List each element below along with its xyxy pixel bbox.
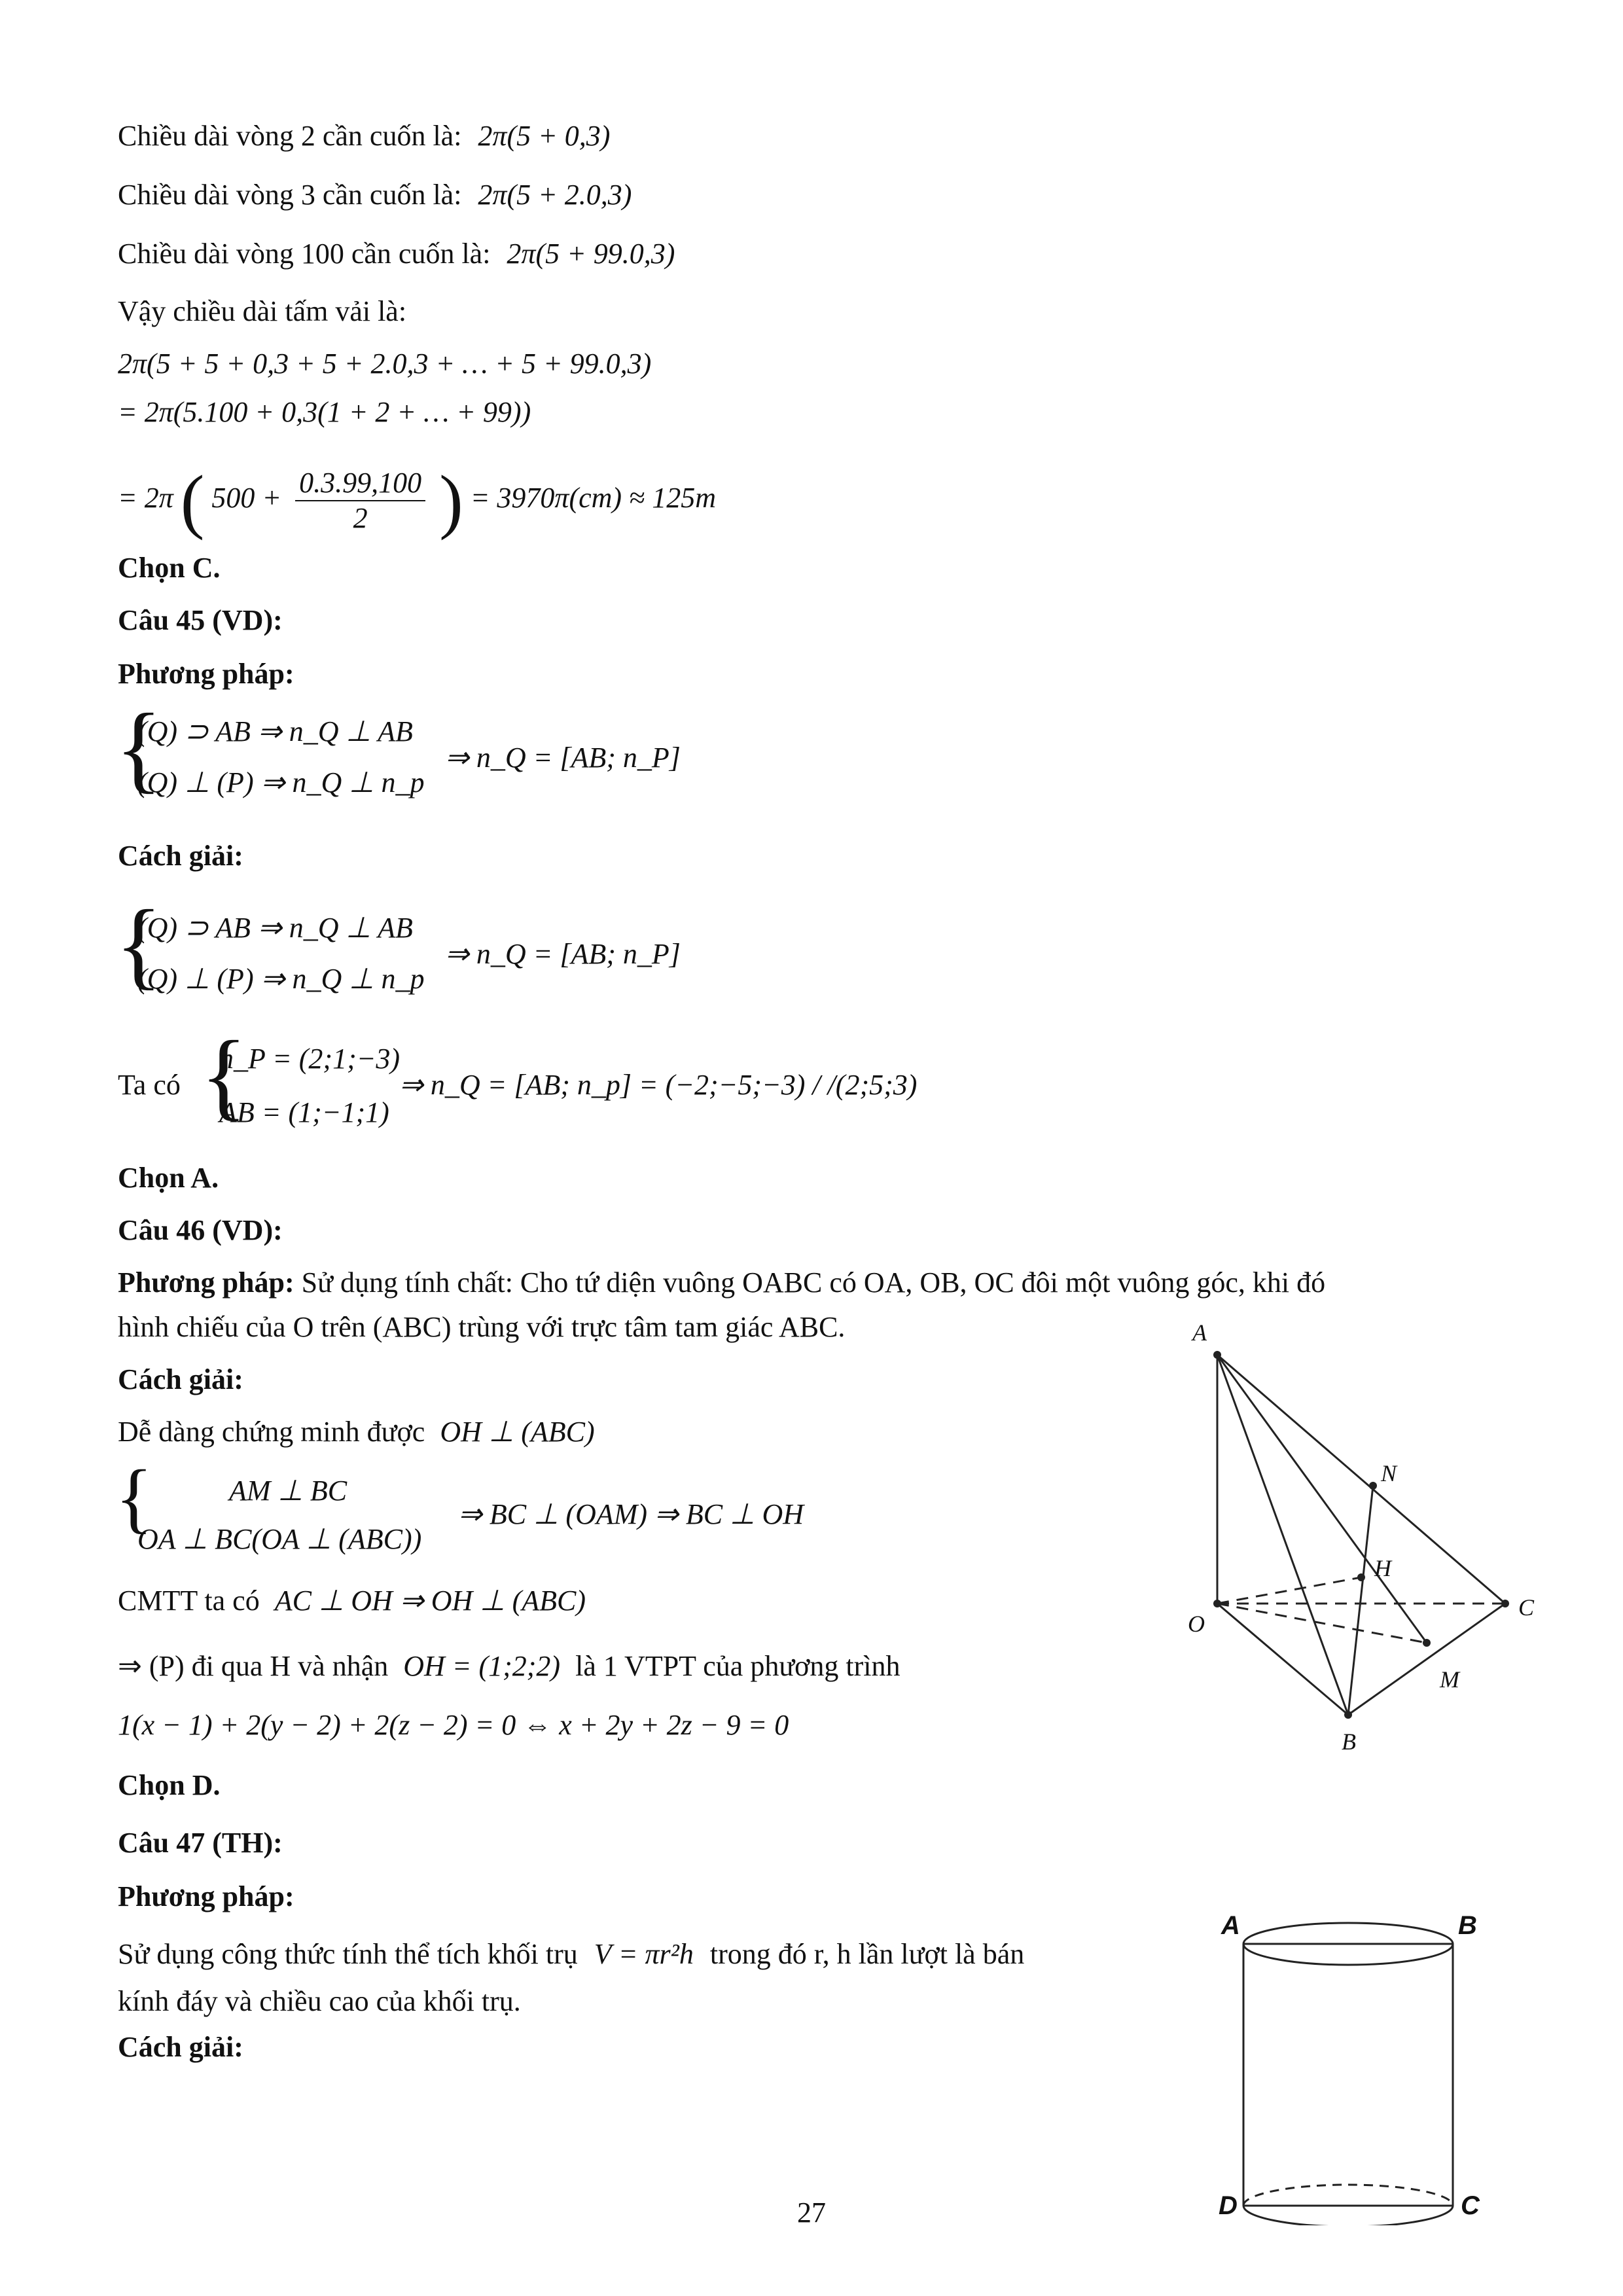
label-C: C <box>1518 1594 1535 1621</box>
right-paren: ) <box>439 461 463 541</box>
answer-q46: Chọn D. <box>118 1769 221 1801</box>
q45-sys1-row1: (Q) ⊃ AB ⇒ n_Q ⊥ AB <box>137 715 413 747</box>
label-N: N <box>1381 1460 1397 1486</box>
line-conclusion: Vậy chiều dài tấm vải là: <box>118 295 407 327</box>
q45-brace-3: { <box>200 1021 247 1130</box>
q46-sys-row2: OA ⊥ BC(OA ⊥ (ABC)) <box>137 1523 422 1555</box>
q45-brace-1: { <box>115 694 162 802</box>
answer-q45: Chọn A. <box>118 1162 219 1194</box>
q46-solution-label: Cách giải: <box>118 1363 243 1395</box>
q45-sys2-row1: (Q) ⊃ AB ⇒ n_Q ⊥ AB <box>137 912 413 944</box>
edge-BN <box>1348 1486 1373 1715</box>
edge-AM <box>1217 1355 1427 1643</box>
line-sum-3 <box>118 461 716 541</box>
line-sum-2: = 2π(5.100 + 0,3(1 + 2 + … + 99)) <box>118 396 531 428</box>
q46-method-text: Sử dụng tính chất: Cho tứ diện vuông OABC có OA, OB, OC đôi một vuông góc, khi đó <box>301 1266 1326 1299</box>
q46-method <box>118 1265 1325 1301</box>
sum3-pre: = 2π <box>118 482 173 514</box>
q45-brace-2: { <box>115 890 162 999</box>
line-text: Chiều dài vòng 3 cần cuốn là: <box>118 179 462 211</box>
label-A: A <box>1192 1319 1207 1346</box>
q45-sys1-row2: (Q) ⊥ (P) ⇒ n_Q ⊥ n_p <box>137 766 425 798</box>
fraction <box>295 466 425 535</box>
label-B: B <box>1342 1729 1356 1755</box>
q45-sys3-result: ⇒ n_Q = [AB; n_p] = (−2;−5;−3) / /(2;5;3) <box>399 1069 918 1101</box>
q45-sys3-row1: n_P = (2;1;−3) <box>219 1043 401 1075</box>
q45-taco: Ta có <box>118 1069 181 1101</box>
step-pre: ⇒ (P) đi qua H và nhận <box>118 1650 389 1682</box>
q45-sys1-result: ⇒ n_Q = [AB; n_P] <box>445 742 681 774</box>
q46-step-4 <box>118 1648 901 1685</box>
label-H: H <box>1374 1555 1391 1581</box>
line-text: Chiều dài vòng 2 cần cuốn là: <box>118 120 462 152</box>
label-O: O <box>1188 1611 1205 1637</box>
edge-BC <box>1348 1604 1505 1715</box>
point-O <box>1213 1600 1221 1607</box>
edge-OH <box>1217 1577 1361 1604</box>
q46-sys-result: ⇒ BC ⊥ (OAM) ⇒ BC ⊥ OH <box>458 1498 804 1530</box>
fraction-numerator: 0.3.99,100 <box>295 466 425 501</box>
line-math: 2π(5 + 99.0,3) <box>507 238 675 270</box>
step-math: AC ⊥ OH ⇒ OH ⊥ (ABC) <box>274 1585 586 1617</box>
line-math: 2π(5 + 0,3) <box>478 120 611 152</box>
q47-method-label: Phương pháp: <box>118 1880 294 1912</box>
text-post: trong đó r, h lần lượt là bán <box>709 1938 1025 1970</box>
cylinder-figure <box>1230 1911 1466 2225</box>
line-round-3 <box>118 177 632 213</box>
text-math: V = πr²h <box>594 1938 694 1970</box>
edge-AC <box>1217 1355 1505 1604</box>
point-A <box>1213 1351 1221 1359</box>
step-text: CMTT ta có <box>118 1585 260 1617</box>
point-M <box>1423 1639 1431 1647</box>
edge-OM <box>1217 1604 1427 1643</box>
point-B <box>1344 1711 1352 1719</box>
line-sum-1: 2π(5 + 5 + 0,3 + 5 + 2.0,3 + … + 5 + 99.0,3) <box>118 348 652 380</box>
q46-step-1 <box>118 1414 595 1450</box>
sum3-post: = 3970π(cm) ≈ 125m <box>470 482 716 514</box>
left-paren: ( <box>180 461 205 541</box>
q45-method-label: Phương pháp: <box>118 658 294 690</box>
step-text: Dễ dàng chứng minh được <box>118 1416 425 1448</box>
q45-title: Câu 45 (VD): <box>118 604 283 636</box>
q45-solution-label: Cách giải: <box>118 840 243 872</box>
sum3-in: 500 + <box>211 482 282 514</box>
q46-method-label: Phương pháp: <box>118 1266 294 1299</box>
answer-q44: Chọn C. <box>118 552 221 584</box>
q47-title: Câu 47 (TH): <box>118 1827 283 1859</box>
point-N <box>1369 1482 1377 1490</box>
line-round-2 <box>118 118 610 154</box>
label-cyl-B: B <box>1458 1911 1477 1940</box>
q47-solution-label: Cách giải: <box>118 2031 243 2063</box>
q45-sys2-row2: (Q) ⊥ (P) ⇒ n_Q ⊥ n_p <box>137 963 425 995</box>
text-pre: Sử dụng công thức tính thể tích khối trụ <box>118 1938 578 1970</box>
q46-method-text-2: hình chiếu của O trên (ABC) trùng với trực tâm tam giác ABC. <box>118 1311 846 1343</box>
q47-text-2: kính đáy và chiều cao của khối trụ. <box>118 1985 521 2017</box>
step-math: OH = (1;2;2) <box>403 1650 561 1682</box>
line-math: 2π(5 + 2.0,3) <box>478 179 632 211</box>
q45-sys3-row2: AB = (1;−1;1) <box>219 1096 389 1128</box>
q46-title: Câu 46 (VD): <box>118 1214 283 1246</box>
label-M: M <box>1440 1666 1459 1693</box>
q45-sys2-result: ⇒ n_Q = [AB; n_P] <box>445 938 681 970</box>
line-text: Chiều dài vòng 100 cần cuốn là: <box>118 238 491 270</box>
fraction-denominator: 2 <box>353 502 368 534</box>
label-cyl-C: C <box>1461 2191 1480 2220</box>
label-cyl-D: D <box>1219 2191 1238 2220</box>
edge-AB <box>1217 1355 1348 1715</box>
tetrahedron-figure <box>1139 1316 1558 1767</box>
point-H <box>1357 1573 1365 1581</box>
step-post: là 1 VTPT của phương trình <box>575 1650 901 1682</box>
step-math: OH ⊥ (ABC) <box>440 1416 595 1448</box>
point-C <box>1501 1600 1509 1607</box>
q46-step-3 <box>118 1583 586 1619</box>
line-round-100 <box>118 236 675 272</box>
q46-sys-row1: AM ⊥ BC <box>229 1475 348 1507</box>
q47-text-1 <box>118 1936 1024 1973</box>
label-cyl-A: A <box>1221 1911 1240 1940</box>
q46-step-5: 1(x − 1) + 2(y − 2) + 2(z − 2) = 0 ⇔ x + 2y + 2z − 9 = 0 <box>118 1709 789 1741</box>
page-number: 27 <box>797 2197 826 2229</box>
q46-brace: { <box>115 1454 153 1541</box>
